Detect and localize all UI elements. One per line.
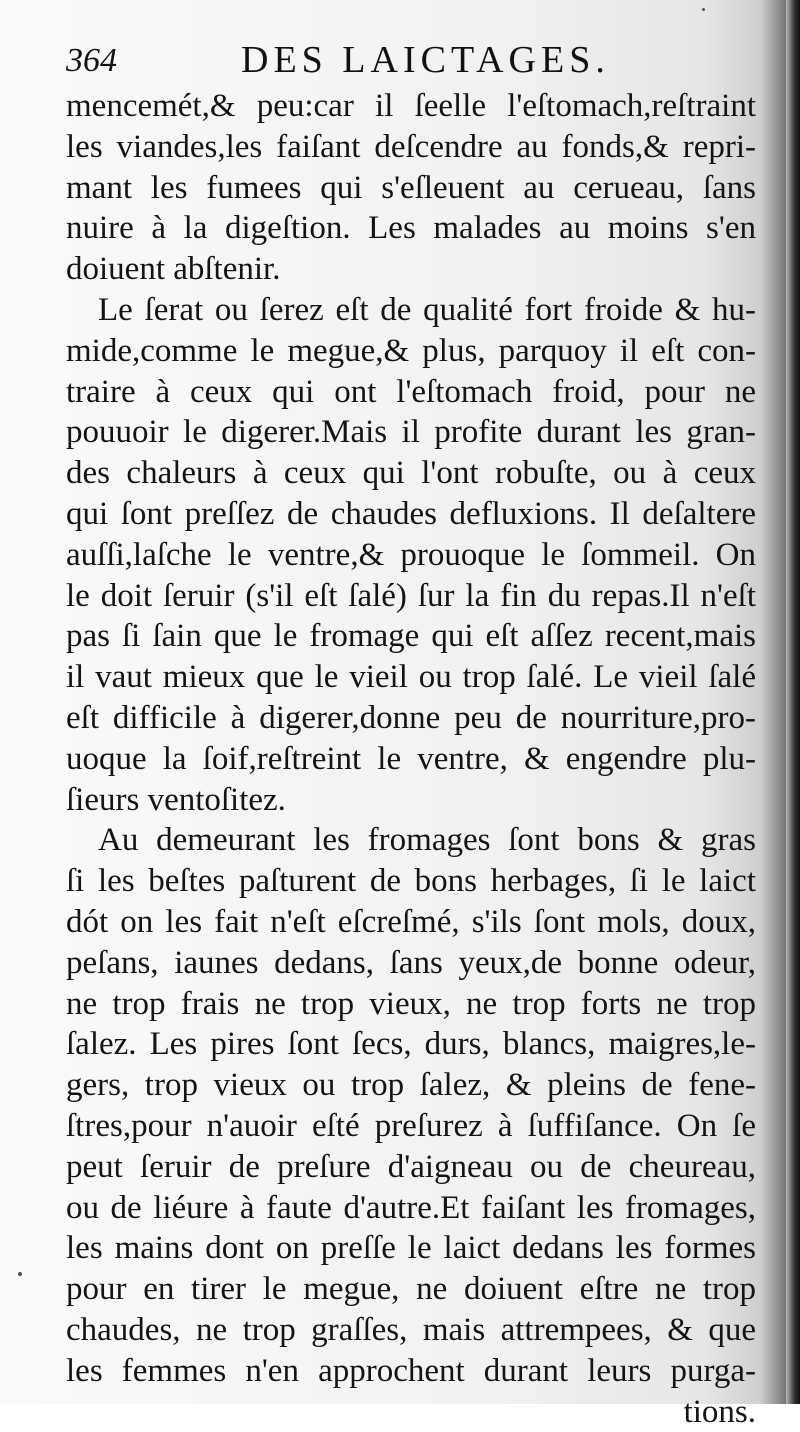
paragraph-first-line: Le ſerat ou ſerez eſt de qualité fort froide & hu- bbox=[66, 290, 756, 331]
text-line: les viandes,les faiſant deſcendre au fonds,& repri- bbox=[66, 127, 756, 168]
page-number: 364 bbox=[66, 42, 117, 80]
text-line: ne trop frais ne trop vieux, ne trop forts ne trop bbox=[66, 984, 756, 1025]
ink-speck bbox=[18, 1272, 22, 1276]
text-line: uoque la ſoif,reſtreint le ventre, & engendre plu- bbox=[66, 739, 756, 780]
text-line: ſalez. Les pires ſont ſecs, durs, blancs, maigres,le- bbox=[66, 1024, 756, 1065]
text-line: les mains dont on preſſe le laict dedans les formes bbox=[66, 1228, 756, 1269]
text-line: gers, trop vieux ou trop ſalez, & pleins de fene- bbox=[66, 1065, 756, 1106]
text-line: auſſi,laſche le ventre,& prouoque le ſommeil. On bbox=[66, 535, 756, 576]
text-line: eſt difficile à digerer,donne peu de nourriture,pro- bbox=[66, 698, 756, 739]
text-line: tions. bbox=[66, 1392, 756, 1432]
text-line: nuire à la digeſtion. Les malades au moins s'en bbox=[66, 208, 756, 249]
text-line: peſans, iaunes dedans, ſans yeux,de bonne odeur, bbox=[66, 943, 756, 984]
text-line: mant les fumees qui s'eſleuent au cerueau, ſans bbox=[66, 168, 756, 209]
ink-speck bbox=[702, 8, 705, 11]
text-line: qui ſont preſſez de chaudes defluxions. Il deſaltere bbox=[66, 494, 756, 535]
text-line: peut ſeruir de preſure d'aigneau ou de cheureau, bbox=[66, 1147, 756, 1188]
text-line: mencemét,& peu:car il ſeelle l'eſtomach,reſtraint bbox=[66, 86, 756, 127]
text-line: pour en tirer le megue, ne doiuent eſtre ne trop bbox=[66, 1269, 756, 1310]
paragraph-first-line: Au demeurant les fromages ſont bons & gras bbox=[66, 820, 756, 861]
text-line: doiuent abſtenir. bbox=[66, 249, 756, 290]
text-line: ſtres,pour n'auoir eſté preſurez à ſuffiſance. On ſe bbox=[66, 1106, 756, 1147]
text-line: le doit ſeruir (s'il eſt ſalé) ſur la fin du repas.Il n'eſt bbox=[66, 576, 756, 617]
text-line: ſieurs ventoſitez. bbox=[66, 780, 756, 821]
text-line: traire à ceux qui ont l'eſtomach froid, pour ne bbox=[66, 372, 756, 413]
text-line: pas ſi ſain que le fromage qui eſt aſſez recent,mais bbox=[66, 616, 756, 657]
text-line: ſi les beſtes paſturent de bons herbages, ſi le laict bbox=[66, 861, 756, 902]
book-spine-shadow bbox=[786, 0, 800, 1404]
text-line: ou de liéure à faute d'autre.Et faiſant les fromages, bbox=[66, 1188, 756, 1229]
text-line: dót on les fait n'eſt eſcreſmé, s'ils ſont mols, doux, bbox=[66, 902, 756, 943]
running-title: DES LAICTAGES. bbox=[241, 38, 610, 82]
text-line: chaudes, ne trop graſſes, mais attrempees, & que bbox=[66, 1310, 756, 1351]
running-head bbox=[66, 38, 756, 86]
text-line: mide,comme le megue,& plus, parquoy il eſt con- bbox=[66, 331, 756, 372]
text-line: il vaut mieux que le vieil ou trop ſalé. Le vieil ſalé bbox=[66, 657, 756, 698]
body-text bbox=[66, 86, 756, 1432]
text-line: les femmes n'en approchent durant leurs purga- bbox=[66, 1351, 756, 1392]
text-line: pouuoir le digerer.Mais il profite durant les gran- bbox=[66, 412, 756, 453]
text-line: des chaleurs à ceux qui l'ont robuſte, ou à ceux bbox=[66, 453, 756, 494]
